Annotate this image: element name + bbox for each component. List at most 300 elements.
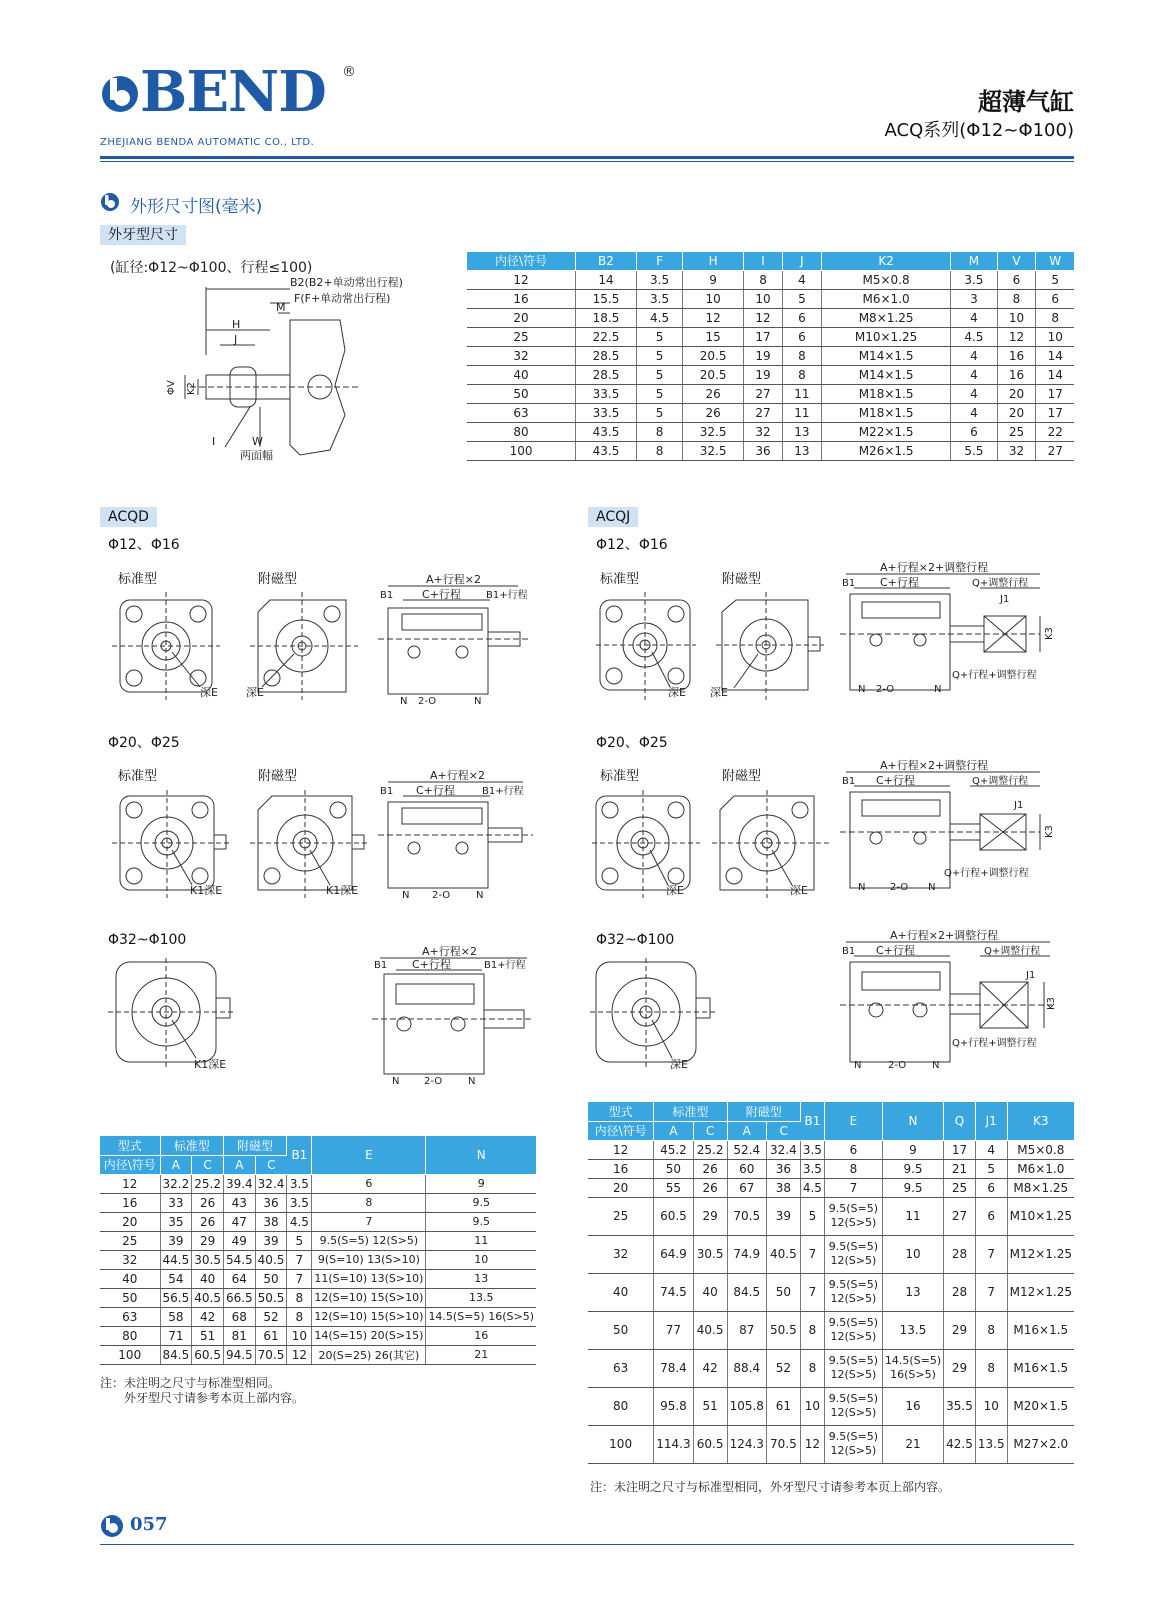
table-cell: M16×1.5 bbox=[1007, 1349, 1074, 1387]
table-cell: 7 bbox=[975, 1273, 1007, 1311]
acqd-standard-label-2: 标准型 bbox=[118, 769, 158, 784]
table-cell: 32.5 bbox=[683, 441, 744, 460]
dim-n-label: N bbox=[468, 1076, 476, 1087]
depth-e-label: 深E bbox=[666, 884, 684, 897]
dim-q-label: Q+调整行程 bbox=[972, 776, 1029, 787]
table-cell: 25.2 bbox=[192, 1174, 224, 1193]
table-cell: 84.5 bbox=[727, 1273, 766, 1311]
table-cell: 32 bbox=[997, 441, 1036, 460]
table-cell: 42 bbox=[192, 1307, 224, 1326]
table-cell: 9(S=10) 13(S>10) bbox=[312, 1250, 426, 1269]
table-cell: 13 bbox=[426, 1269, 536, 1288]
table-cell: 4.5 bbox=[800, 1178, 824, 1197]
table-cell: 26 bbox=[192, 1212, 224, 1231]
table-cell: 10 bbox=[800, 1387, 824, 1425]
table-cell: 11(S=10) 13(S>10) bbox=[312, 1269, 426, 1288]
table-cell: 29 bbox=[693, 1197, 727, 1235]
table-cell: 74.5 bbox=[654, 1273, 693, 1311]
cell-line: 9.5(S=5) bbox=[828, 1354, 879, 1367]
table-cell: 88.4 bbox=[727, 1349, 766, 1387]
acqj-dimension-table bbox=[588, 1102, 1074, 1464]
acqd-note-line-2: 外牙型尺寸请参考本页上部内容。 bbox=[124, 1391, 305, 1405]
table-cell: 5.5 bbox=[951, 441, 997, 460]
table-row bbox=[588, 1197, 1074, 1235]
table-cell: 100 bbox=[100, 1345, 160, 1364]
table-cell: M16×1.5 bbox=[1007, 1311, 1074, 1349]
table-cell: 5 bbox=[975, 1159, 1007, 1178]
th-col-8: V bbox=[997, 252, 1036, 270]
table-cell: 71 bbox=[160, 1326, 192, 1345]
table-row bbox=[100, 1193, 536, 1212]
table-header-row bbox=[467, 252, 1074, 270]
dim-b2-label: B2(B2+单动常出行程) bbox=[290, 276, 403, 289]
table-cell: 17 bbox=[1036, 403, 1074, 422]
table-row bbox=[100, 1345, 536, 1364]
table-row bbox=[588, 1159, 1074, 1178]
table-cell: M12×1.25 bbox=[1007, 1273, 1074, 1311]
table-cell: 3.5 bbox=[951, 270, 997, 289]
th-c: C bbox=[255, 1155, 287, 1174]
table-row bbox=[588, 1273, 1074, 1311]
cell-line: 14.5(S=5) bbox=[884, 1354, 942, 1367]
table-cell: 9 bbox=[882, 1140, 943, 1159]
acqd-note bbox=[100, 1376, 304, 1406]
table-cell: 20 bbox=[997, 384, 1036, 403]
table-cell: 25 bbox=[997, 422, 1036, 441]
table-cell: 35 bbox=[160, 1212, 192, 1231]
th-col-6: K2 bbox=[821, 252, 950, 270]
table-cell: M18×1.5 bbox=[821, 403, 950, 422]
th-a: A bbox=[160, 1155, 192, 1174]
table-cell: 32 bbox=[744, 422, 783, 441]
table-cell: 38 bbox=[255, 1212, 287, 1231]
acqd-12-magnetic-front-drawing bbox=[246, 592, 360, 702]
table-cell: 60.5 bbox=[654, 1197, 693, 1235]
dim-a-label: A+行程×2+调整行程 bbox=[880, 759, 989, 772]
table-cell: 14(S=15) 20(S>15) bbox=[312, 1326, 426, 1345]
dim-k3-label: K3 bbox=[1046, 997, 1057, 1010]
table-cell: 20 bbox=[997, 403, 1036, 422]
table-cell: 14.5(S=5) 16(S>5) bbox=[426, 1307, 536, 1326]
dim-b1-label: B1 bbox=[380, 786, 394, 797]
th-bore: 内径\符号 bbox=[588, 1121, 654, 1140]
table-cell: 7 bbox=[800, 1273, 824, 1311]
table-cell: 40 bbox=[588, 1273, 654, 1311]
table-cell: 4 bbox=[951, 384, 997, 403]
table-row bbox=[100, 1231, 536, 1250]
dim-q2-label: Q+行程+调整行程 bbox=[944, 868, 1029, 879]
dim-b1-label: B1 bbox=[380, 590, 394, 601]
table-cell: 63 bbox=[467, 403, 576, 422]
cell-line: 12(S>5) bbox=[830, 1216, 877, 1229]
table-cell: 13.5 bbox=[882, 1311, 943, 1349]
th-col-9: W bbox=[1036, 252, 1074, 270]
table-cell: 78.4 bbox=[654, 1349, 693, 1387]
table-cell: 6 bbox=[1036, 289, 1074, 308]
table-cell: 27 bbox=[744, 403, 783, 422]
table-cell: 3.5 bbox=[636, 289, 682, 308]
brand-logo bbox=[100, 59, 360, 130]
table-cell: 40.5 bbox=[192, 1288, 224, 1307]
acqd-32-side-drawing bbox=[372, 944, 537, 1089]
dim-b1-stroke-label: B1+行程 bbox=[486, 590, 528, 601]
company-name: ZHEJIANG BENDA AUTOMATIC CO., LTD. bbox=[100, 137, 315, 148]
table-cell: 25 bbox=[944, 1178, 976, 1197]
acqd-dimension-table bbox=[100, 1136, 536, 1365]
dim-k3-label: K3 bbox=[1044, 627, 1055, 640]
table-cell: 8 bbox=[800, 1311, 824, 1349]
dim-h-label: H bbox=[232, 318, 241, 331]
table-row bbox=[467, 384, 1074, 403]
table-cell: 60.5 bbox=[693, 1425, 727, 1463]
table-cell: 5 bbox=[636, 384, 682, 403]
table-cell: 77 bbox=[654, 1311, 693, 1349]
table-cell: 19 bbox=[744, 365, 783, 384]
table-cell: 6 bbox=[824, 1140, 882, 1159]
table-cell: 25 bbox=[467, 327, 576, 346]
table-cell: 29 bbox=[944, 1311, 976, 1349]
acqj-32-side-drawing bbox=[840, 928, 1065, 1078]
dim-v-label: ΦV bbox=[166, 380, 177, 395]
acqj-size-20-25: Φ20、Φ25 bbox=[596, 735, 668, 751]
th-a: A bbox=[223, 1155, 255, 1174]
table-cell: M8×1.25 bbox=[1007, 1178, 1074, 1197]
dim-n-label: N bbox=[854, 1060, 862, 1071]
table-cell: 26 bbox=[693, 1159, 727, 1178]
table-cell: 81 bbox=[223, 1326, 255, 1345]
table-cell: 12(S=10) 15(S>10) bbox=[312, 1288, 426, 1307]
table-cell: 20 bbox=[100, 1212, 160, 1231]
table-cell: 14 bbox=[576, 270, 637, 289]
table-cell: 4.5 bbox=[636, 308, 682, 327]
dim-j-label: J bbox=[234, 333, 238, 346]
dim-b1-label: B1 bbox=[842, 776, 856, 787]
table-cell: 30.5 bbox=[693, 1235, 727, 1273]
table-cell: 4.5 bbox=[287, 1212, 312, 1231]
th-col-4: I bbox=[744, 252, 783, 270]
table-cell: 3.5 bbox=[800, 1140, 824, 1159]
table-cell: 49 bbox=[223, 1231, 255, 1250]
table-cell: M10×1.25 bbox=[821, 327, 950, 346]
table-cell: 40.5 bbox=[255, 1250, 287, 1269]
table-cell: M5×0.8 bbox=[821, 270, 950, 289]
th-c: C bbox=[192, 1155, 224, 1174]
table-cell: 26 bbox=[192, 1193, 224, 1212]
table-cell: 27 bbox=[944, 1197, 976, 1235]
table-cell: 12 bbox=[588, 1140, 654, 1159]
table-cell: 20 bbox=[588, 1178, 654, 1197]
table-cell: 10 bbox=[426, 1250, 536, 1269]
table-cell: 12 bbox=[100, 1174, 160, 1193]
table-cell: 32.4 bbox=[255, 1174, 287, 1193]
table-cell: 6 bbox=[997, 270, 1036, 289]
acqd-magnetic-label-1: 附磁型 bbox=[258, 572, 298, 587]
th-e: E bbox=[824, 1102, 882, 1140]
acqd-tag: ACQD bbox=[100, 507, 157, 527]
th-c: C bbox=[766, 1121, 800, 1140]
table-cell: 60.5 bbox=[192, 1345, 224, 1364]
dim-i-label: I bbox=[212, 435, 216, 448]
external-thread-tag: 外牙型尺寸 bbox=[100, 225, 186, 245]
table-cell: 9.5 bbox=[426, 1212, 536, 1231]
acqj-20-side-drawing bbox=[840, 758, 1065, 906]
table-cell: 4 bbox=[951, 365, 997, 384]
table-cell: 40 bbox=[192, 1269, 224, 1288]
table-cell: 22 bbox=[1036, 422, 1074, 441]
header-divider-thin bbox=[100, 161, 1074, 162]
cell-line: 12(S>5) bbox=[830, 1330, 877, 1343]
acqj-standard-label-2: 标准型 bbox=[600, 769, 640, 784]
acqj-12-side-drawing bbox=[840, 560, 1065, 708]
table-cell: 64.9 bbox=[654, 1235, 693, 1273]
table-cell: 7 bbox=[800, 1235, 824, 1273]
acqj-size-12-16: Φ12、Φ16 bbox=[596, 537, 668, 553]
table-cell: 25.2 bbox=[693, 1140, 727, 1159]
table-row bbox=[588, 1349, 1074, 1387]
table-cell: 9.5 bbox=[426, 1193, 536, 1212]
table-cell: 26 bbox=[693, 1178, 727, 1197]
table-cell: 16 bbox=[882, 1387, 943, 1425]
dim-j1-label: J1 bbox=[1026, 970, 1036, 981]
table-cell: 56.5 bbox=[160, 1288, 192, 1307]
cell-line: 12(S>5) bbox=[830, 1254, 877, 1267]
table-cell: 43.5 bbox=[576, 441, 637, 460]
table-cell: 6 bbox=[782, 308, 821, 327]
acqj-12-standard-front-drawing bbox=[596, 592, 696, 702]
table-cell: 8 bbox=[287, 1307, 312, 1326]
table-cell: 28.5 bbox=[576, 346, 637, 365]
table-cell: 12 bbox=[744, 308, 783, 327]
table-cell: 32 bbox=[100, 1250, 160, 1269]
table-cell: 42 bbox=[693, 1349, 727, 1387]
th-magnetic: 附磁型 bbox=[223, 1136, 286, 1155]
table-cell: 20(S=25) 26(其它) bbox=[312, 1345, 426, 1364]
table-cell: 80 bbox=[588, 1387, 654, 1425]
table-row bbox=[588, 1178, 1074, 1197]
th-q: Q bbox=[944, 1102, 976, 1140]
table-cell: 28.5 bbox=[576, 365, 637, 384]
table-row bbox=[588, 1425, 1074, 1463]
table-cell: 61 bbox=[766, 1387, 800, 1425]
table-cell: 44.5 bbox=[160, 1250, 192, 1269]
table-cell: 15 bbox=[683, 327, 744, 346]
table-cell: 11 bbox=[782, 403, 821, 422]
table-cell: 54 bbox=[160, 1269, 192, 1288]
th-col-1: B2 bbox=[576, 252, 637, 270]
table-cell: 8 bbox=[975, 1311, 1007, 1349]
table-row bbox=[467, 365, 1074, 384]
section-title: 外形尺寸图(毫米) bbox=[130, 197, 263, 217]
table-cell: 28 bbox=[944, 1273, 976, 1311]
dim-q-label: Q+调整行程 bbox=[972, 578, 1029, 589]
dim-2o-label: 2-O bbox=[876, 684, 895, 695]
table-cell: 40.5 bbox=[693, 1311, 727, 1349]
table-cell: 14 bbox=[1036, 365, 1074, 384]
dim-n-label: N bbox=[476, 890, 484, 901]
th-col-0: 内径\符号 bbox=[467, 252, 576, 270]
th-a: A bbox=[654, 1121, 693, 1140]
depth-e-label: 深E bbox=[790, 884, 808, 897]
table-cell: M6×1.0 bbox=[1007, 1159, 1074, 1178]
th-n: N bbox=[426, 1136, 536, 1174]
th-j1: J1 bbox=[975, 1102, 1007, 1140]
table-cell: 70.5 bbox=[255, 1345, 287, 1364]
table-cell: 9 bbox=[426, 1174, 536, 1193]
table-cell: 39.4 bbox=[223, 1174, 255, 1193]
table-cell: 3.5 bbox=[287, 1174, 312, 1193]
table-cell: 10 bbox=[882, 1235, 943, 1273]
table-cell: M6×1.0 bbox=[821, 289, 950, 308]
table-cell: 32.4 bbox=[766, 1140, 800, 1159]
table-cell bbox=[824, 1387, 882, 1425]
th-type: 型式 bbox=[100, 1136, 160, 1155]
k1-depth-e-label: K1深E bbox=[194, 1058, 227, 1071]
table-cell: 100 bbox=[588, 1425, 654, 1463]
cell-line: 9.5(S=5) bbox=[828, 1430, 879, 1443]
th-col-3: H bbox=[683, 252, 744, 270]
acqj-20-standard-front-drawing bbox=[592, 790, 702, 900]
table-cell: 5 bbox=[782, 289, 821, 308]
table-cell: 8 bbox=[636, 441, 682, 460]
table-cell: 26 bbox=[683, 384, 744, 403]
table-cell: 63 bbox=[588, 1349, 654, 1387]
table-cell: 3.5 bbox=[636, 270, 682, 289]
table-cell: 4 bbox=[782, 270, 821, 289]
table-cell: 50.5 bbox=[766, 1311, 800, 1349]
table-cell: 10 bbox=[744, 289, 783, 308]
dim-b1-stroke-label: B1+行程 bbox=[482, 786, 524, 797]
acqd-note-line-1: 注：未注明之尺寸与标准型相同。 bbox=[100, 1376, 281, 1390]
dim-c-label: C+行程 bbox=[412, 958, 451, 971]
table-cell: 40.5 bbox=[766, 1235, 800, 1273]
th-b1: B1 bbox=[800, 1102, 824, 1140]
dim-a-label: A+行程×2 bbox=[426, 573, 481, 586]
table-cell: 33.5 bbox=[576, 384, 637, 403]
table-cell: 8 bbox=[997, 289, 1036, 308]
cell-line: 9.5(S=5) bbox=[828, 1278, 879, 1291]
dim-b1-label: B1 bbox=[842, 946, 856, 957]
table-cell: 60 bbox=[727, 1159, 766, 1178]
table-cell: 87 bbox=[727, 1311, 766, 1349]
table-cell: 20.5 bbox=[683, 365, 744, 384]
table-cell: 50 bbox=[467, 384, 576, 403]
table-cell: M20×1.5 bbox=[1007, 1387, 1074, 1425]
table-cell: 7 bbox=[824, 1178, 882, 1197]
acqd-32-standard-front-drawing bbox=[108, 958, 238, 1073]
table-cell: 38 bbox=[766, 1178, 800, 1197]
table-cell: 39 bbox=[160, 1231, 192, 1250]
cell-line: 9.5(S=5) bbox=[828, 1240, 879, 1253]
table-cell: 8 bbox=[287, 1288, 312, 1307]
cell-line: 12(S>5) bbox=[830, 1406, 877, 1419]
table-cell: 39 bbox=[766, 1197, 800, 1235]
cell-line: 16(S>5) bbox=[890, 1368, 936, 1381]
dim-j1-label: J1 bbox=[1014, 800, 1024, 811]
acqd-20-standard-front-drawing bbox=[112, 790, 232, 900]
page-title: 超薄气缸 bbox=[978, 88, 1074, 116]
dim-n-label: N bbox=[392, 1076, 400, 1087]
dim-a-label: A+行程×2+调整行程 bbox=[890, 929, 999, 942]
table-cell: 5 bbox=[636, 346, 682, 365]
table-cell: 66.5 bbox=[223, 1288, 255, 1307]
table-cell: 3.5 bbox=[800, 1159, 824, 1178]
table-cell: 12 bbox=[683, 308, 744, 327]
acqd-size-12-16: Φ12、Φ16 bbox=[108, 537, 180, 553]
dim-m-label: M bbox=[276, 301, 286, 314]
table-cell: 16 bbox=[426, 1326, 536, 1345]
table-cell: 21 bbox=[944, 1159, 976, 1178]
table-cell: 7 bbox=[287, 1269, 312, 1288]
table-cell bbox=[824, 1235, 882, 1273]
table-header-row bbox=[588, 1102, 1074, 1121]
table-cell: 45.2 bbox=[654, 1140, 693, 1159]
dim-k2-label: K2 bbox=[186, 382, 197, 395]
cell-line: 12(S>5) bbox=[830, 1292, 877, 1305]
acqd-size-20-25: Φ20、Φ25 bbox=[108, 735, 180, 751]
table-cell: 51 bbox=[693, 1387, 727, 1425]
table-cell: 21 bbox=[882, 1425, 943, 1463]
acqd-size-32-100: Φ32~Φ100 bbox=[108, 932, 187, 948]
table-row bbox=[588, 1235, 1074, 1273]
table-cell: 3.5 bbox=[287, 1193, 312, 1212]
depth-e-label: 深E bbox=[200, 686, 218, 699]
dim-c-label: C+行程 bbox=[876, 774, 915, 787]
acqd-20-side-drawing bbox=[378, 768, 538, 903]
depth-e-label: 深E bbox=[710, 686, 728, 699]
table-cell: 9 bbox=[683, 270, 744, 289]
dim-n-label: N bbox=[402, 890, 410, 901]
table-cell: 12 bbox=[997, 327, 1036, 346]
table-cell: 18.5 bbox=[576, 308, 637, 327]
table-cell: 11 bbox=[782, 384, 821, 403]
th-standard: 标准型 bbox=[654, 1102, 727, 1121]
table-cell: 80 bbox=[467, 422, 576, 441]
table-cell: 51 bbox=[192, 1326, 224, 1345]
dim-2o-label: 2-O bbox=[888, 1060, 907, 1071]
table-cell: 8 bbox=[800, 1349, 824, 1387]
dim-a-label: A+行程×2 bbox=[430, 769, 485, 782]
table-cell: 4 bbox=[951, 403, 997, 422]
table-cell: 50 bbox=[588, 1311, 654, 1349]
table-cell: 5 bbox=[800, 1197, 824, 1235]
table-cell: 52 bbox=[255, 1307, 287, 1326]
table-row bbox=[100, 1288, 536, 1307]
table-cell: 105.8 bbox=[727, 1387, 766, 1425]
table-cell: 67 bbox=[727, 1178, 766, 1197]
table-cell: 50 bbox=[100, 1288, 160, 1307]
table-cell: 5 bbox=[636, 327, 682, 346]
dim-2o-label: 2-O bbox=[424, 1076, 443, 1087]
table-header-row bbox=[100, 1136, 536, 1155]
table-row bbox=[100, 1212, 536, 1231]
table-cell: 10 bbox=[997, 308, 1036, 327]
page-number: 057 bbox=[130, 1514, 168, 1535]
acqd-12-side-drawing bbox=[378, 572, 538, 707]
table-cell: 63 bbox=[100, 1307, 160, 1326]
table-cell: 80 bbox=[100, 1326, 160, 1345]
dim-f-label: F(F+单动常出行程) bbox=[294, 292, 391, 305]
acqd-standard-label-1: 标准型 bbox=[118, 572, 158, 587]
table-cell: 68 bbox=[223, 1307, 255, 1326]
table-cell: 43.5 bbox=[576, 422, 637, 441]
table-cell: 33 bbox=[160, 1193, 192, 1212]
table-cell: 50 bbox=[766, 1273, 800, 1311]
table-cell: M10×1.25 bbox=[1007, 1197, 1074, 1235]
table-cell: 25 bbox=[100, 1231, 160, 1250]
table-cell: 8 bbox=[744, 270, 783, 289]
dim-c-label: C+行程 bbox=[416, 784, 455, 797]
table-cell: 16 bbox=[997, 365, 1036, 384]
